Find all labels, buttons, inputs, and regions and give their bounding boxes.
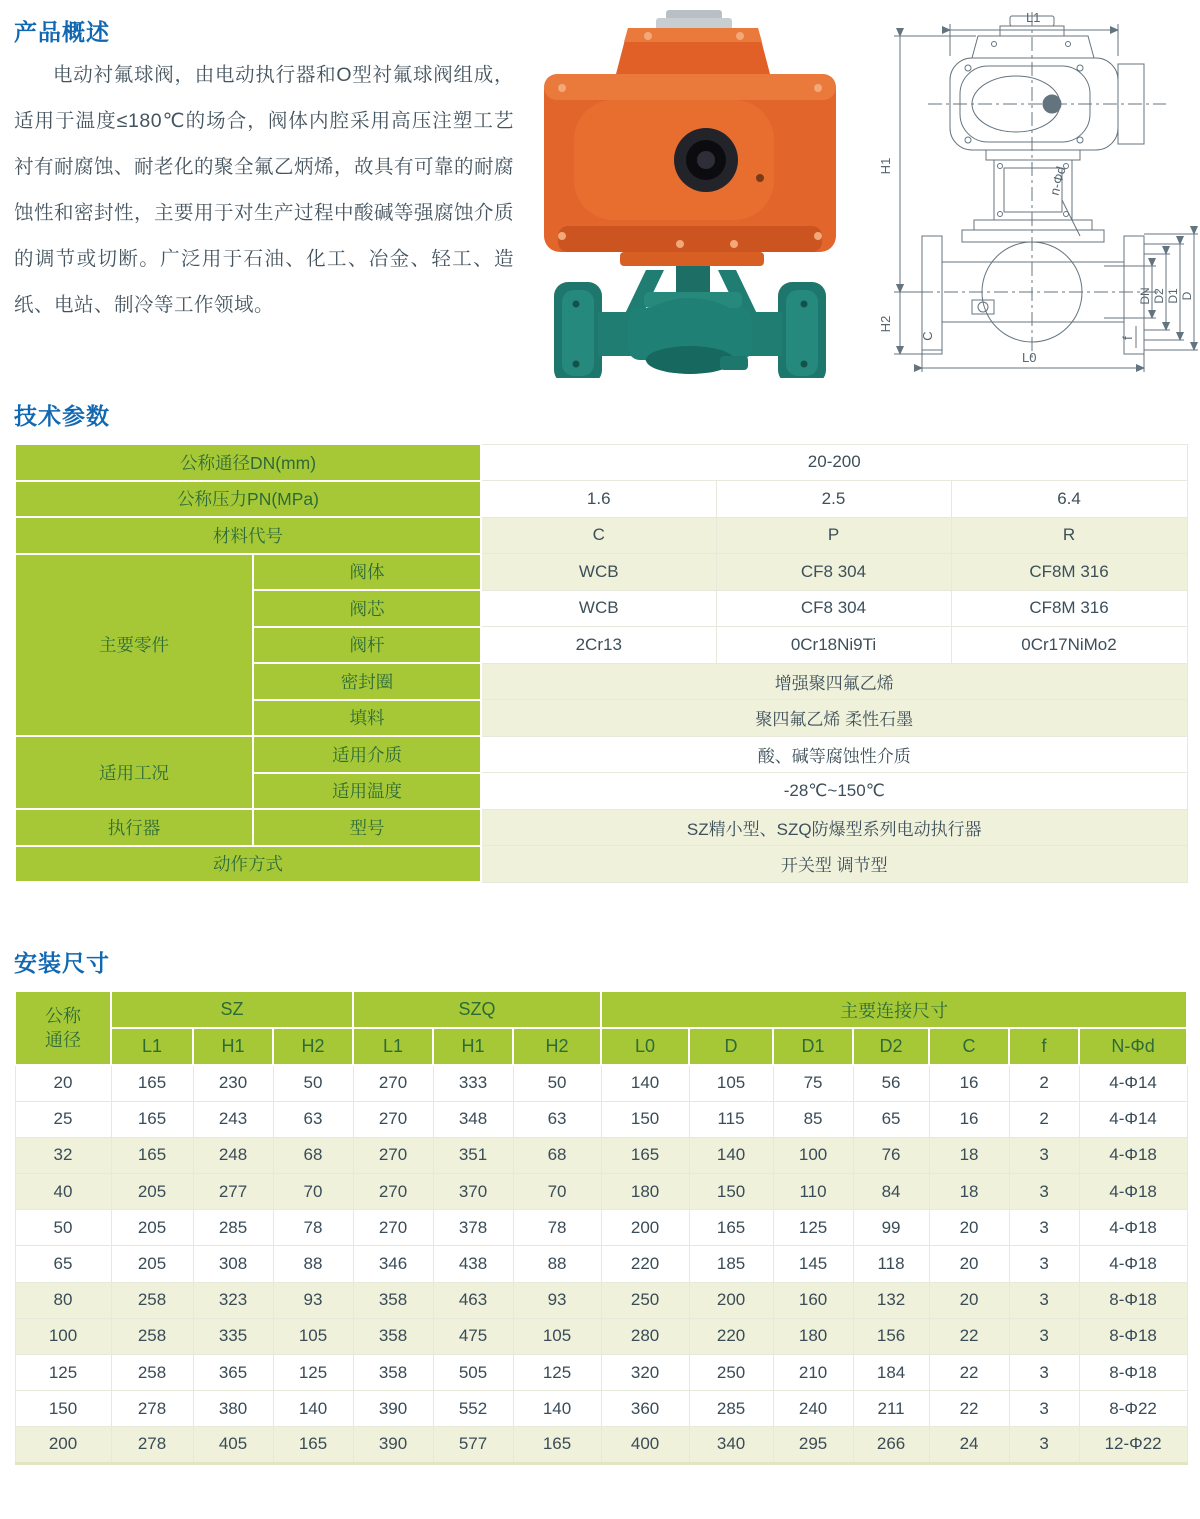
table-row — [15, 1174, 1187, 1210]
table-row — [15, 846, 1187, 883]
table-row — [15, 809, 1187, 846]
product-photo-illustration — [528, 8, 852, 378]
dims-cell: 205 — [111, 1174, 193, 1210]
dims-cell: 243 — [193, 1101, 273, 1137]
table-row — [15, 554, 1187, 591]
tech-label-cell: 材料代号 — [15, 517, 481, 554]
dims-cell: 285 — [193, 1210, 273, 1246]
dims-table — [14, 990, 1188, 1465]
dims-cell: 200 — [689, 1282, 773, 1318]
dims-header-cell: 公称通径 — [15, 991, 111, 1065]
dims-cell: 4-Φ18 — [1079, 1137, 1187, 1173]
table-row — [15, 517, 1187, 554]
dims-cell: 99 — [853, 1210, 929, 1246]
dims-cell: 205 — [111, 1246, 193, 1282]
tech-value-cell: CF8M 316 — [951, 590, 1187, 627]
actuator-shape — [544, 10, 836, 266]
dims-cell: 351 — [433, 1137, 513, 1173]
dims-subheader-cell: D — [689, 1028, 773, 1065]
overview-section — [14, 0, 1194, 392]
dims-cell: 8-Φ18 — [1079, 1355, 1187, 1391]
dims-cell: 405 — [193, 1427, 273, 1463]
dims-subheader-cell: H1 — [433, 1028, 513, 1065]
table-row — [15, 736, 1187, 773]
dims-cell: 475 — [433, 1318, 513, 1354]
dims-cell: 140 — [689, 1137, 773, 1173]
dims-cell: 358 — [353, 1355, 433, 1391]
dims-cell: 8-Φ18 — [1079, 1282, 1187, 1318]
tech-value-cell: 6.4 — [951, 481, 1187, 518]
dims-cell: 65 — [15, 1246, 111, 1282]
dims-cell: 378 — [433, 1210, 513, 1246]
dims-cell: 346 — [353, 1246, 433, 1282]
dims-cell: 125 — [15, 1355, 111, 1391]
tech-label-cell: 动作方式 — [15, 846, 481, 883]
dims-cell: 4-Φ14 — [1079, 1101, 1187, 1137]
dims-cell: 18 — [929, 1174, 1009, 1210]
dims-cell: 145 — [773, 1246, 853, 1282]
tech-label-cell: 执行器 — [15, 809, 253, 846]
tech-value-cell: CF8 304 — [716, 554, 951, 591]
dims-cell: 70 — [273, 1174, 353, 1210]
dims-cell: 380 — [193, 1391, 273, 1427]
dims-cell: 32 — [15, 1137, 111, 1173]
dims-cell: 76 — [853, 1137, 929, 1173]
dims-subheader-cell: f — [1009, 1028, 1079, 1065]
table-row — [15, 444, 1187, 481]
dims-cell: 250 — [601, 1282, 689, 1318]
dims-cell: 211 — [853, 1391, 929, 1427]
dims-cell: 248 — [193, 1137, 273, 1173]
dims-cell: 340 — [689, 1427, 773, 1463]
dims-cell: 140 — [513, 1391, 601, 1427]
tech-title: 技术参数 — [14, 403, 110, 429]
dim-label-d: D — [1180, 291, 1194, 301]
tech-label-cell: 公称通径DN(mm) — [15, 444, 481, 481]
table-row — [15, 1427, 1187, 1463]
table-row — [15, 1137, 1187, 1173]
tech-value-cell: 聚四氟乙烯 柔性石墨 — [481, 700, 1187, 737]
dims-cell: 125 — [513, 1355, 601, 1391]
dims-cell: 3 — [1009, 1246, 1079, 1282]
dims-cell: 160 — [773, 1282, 853, 1318]
dims-cell: 365 — [193, 1355, 273, 1391]
tech-value-cell: 酸、碱等腐蚀性介质 — [481, 736, 1187, 773]
dims-header-cell: 主要连接尺寸 — [601, 991, 1187, 1028]
table-row — [15, 1282, 1187, 1318]
dims-cell: 285 — [689, 1391, 773, 1427]
dims-cell: 2 — [1009, 1101, 1079, 1137]
dims-cell: 8-Φ22 — [1079, 1391, 1187, 1427]
table-row — [15, 481, 1187, 518]
dims-cell: 323 — [193, 1282, 273, 1318]
dims-cell: 68 — [513, 1137, 601, 1173]
dim-label-d2: D2 — [1152, 288, 1166, 304]
dims-cell: 360 — [601, 1391, 689, 1427]
dims-cell: 278 — [111, 1391, 193, 1427]
dims-cell: 56 — [853, 1065, 929, 1101]
dims-cell: 210 — [773, 1355, 853, 1391]
table-row — [15, 1391, 1187, 1427]
dimension-drawing-figure — [866, 4, 1200, 388]
dims-cell: 20 — [929, 1210, 1009, 1246]
dims-cell: 100 — [773, 1137, 853, 1173]
dims-cell: 358 — [353, 1318, 433, 1354]
dims-cell: 3 — [1009, 1174, 1079, 1210]
tech-value-cell: CF8 304 — [716, 590, 951, 627]
tech-label-cell: 阀杆 — [253, 627, 481, 664]
dims-subheader-cell: D2 — [853, 1028, 929, 1065]
tech-label-cell: 阀芯 — [253, 590, 481, 627]
dims-cell: 230 — [193, 1065, 273, 1101]
tech-value-cell: 0Cr18Ni9Ti — [716, 627, 951, 664]
dims-table-body — [15, 1065, 1187, 1463]
tech-value-cell: R — [951, 517, 1187, 554]
table-row — [15, 1101, 1187, 1137]
dim-label-f: f — [1120, 336, 1135, 340]
dims-subheader-cell: L1 — [353, 1028, 433, 1065]
tech-label-cell: 适用工况 — [15, 736, 253, 809]
dims-cell: 88 — [513, 1246, 601, 1282]
tech-value-cell: WCB — [481, 590, 716, 627]
dims-cell: 270 — [353, 1210, 433, 1246]
dims-cell: 80 — [15, 1282, 111, 1318]
table-row — [15, 1318, 1187, 1354]
dims-cell: 78 — [273, 1210, 353, 1246]
dims-cell: 165 — [601, 1137, 689, 1173]
dims-cell: 50 — [15, 1210, 111, 1246]
dims-subheader-cell: H2 — [513, 1028, 601, 1065]
tech-value-cell: SZ精小型、SZQ防爆型系列电动执行器 — [481, 809, 1187, 846]
dim-label-h2: H2 — [878, 315, 893, 333]
dims-cell: 22 — [929, 1355, 1009, 1391]
dims-title: 安装尺寸 — [14, 950, 110, 976]
overview-paragraph: 电动衬氟球阀，由电动执行器和O型衬氟球阀组成，适用于温度≤180℃的场合，阀体内腔采用高压注塑工艺衬有耐腐蚀、耐老化的聚全氟乙炳烯，故具有可靠的耐腐蚀性和密封性，主要用于对生产过程中酸碱等强腐蚀介质的调节或切断。广泛用于石油、化工、冶金、轻工、造纸、电站、制冷等工作领域。 — [14, 64, 515, 316]
dims-cell: 270 — [353, 1137, 433, 1173]
dims-cell: 165 — [111, 1065, 193, 1101]
dims-subheader-cell: H1 — [193, 1028, 273, 1065]
dims-cell: 12-Φ22 — [1079, 1427, 1187, 1463]
dims-cell: 200 — [15, 1427, 111, 1463]
dims-cell: 65 — [853, 1101, 929, 1137]
dims-cell: 180 — [601, 1174, 689, 1210]
dims-cell: 180 — [773, 1318, 853, 1354]
dims-subheader-cell: L1 — [111, 1028, 193, 1065]
table-row — [15, 1246, 1187, 1282]
dims-cell: 88 — [273, 1246, 353, 1282]
tech-value-cell: 开关型 调节型 — [481, 846, 1187, 883]
dims-cell: 20 — [929, 1282, 1009, 1318]
valve-shape — [554, 266, 826, 378]
dims-cell: 150 — [15, 1391, 111, 1427]
dims-cell: 258 — [111, 1318, 193, 1354]
dims-cell: 140 — [273, 1391, 353, 1427]
tech-value-cell: 2Cr13 — [481, 627, 716, 664]
dims-cell: 278 — [111, 1427, 193, 1463]
dims-cell: 370 — [433, 1174, 513, 1210]
tech-value-cell: WCB — [481, 554, 716, 591]
dims-cell: 258 — [111, 1355, 193, 1391]
dim-label-d1: D1 — [1166, 288, 1180, 304]
dimension-drawing — [866, 4, 1200, 388]
dims-cell: 85 — [773, 1101, 853, 1137]
dims-header-cell: SZ — [111, 991, 353, 1028]
dim-label-l0: L0 — [1022, 350, 1037, 365]
dims-cell: 93 — [273, 1282, 353, 1318]
dims-cell: 333 — [433, 1065, 513, 1101]
tech-label-cell: 密封圈 — [253, 663, 481, 700]
tech-value-cell: 20-200 — [481, 444, 1187, 481]
dim-label-h1: H1 — [878, 157, 893, 175]
dims-cell: 105 — [689, 1065, 773, 1101]
tech-label-cell: 适用温度 — [253, 773, 481, 810]
dims-cell: 240 — [773, 1391, 853, 1427]
table-header-row — [15, 1028, 1187, 1065]
dims-cell: 78 — [513, 1210, 601, 1246]
dims-cell: 270 — [353, 1174, 433, 1210]
tech-value-cell: 增强聚四氟乙烯 — [481, 663, 1187, 700]
tech-label-cell: 型号 — [253, 809, 481, 846]
dims-cell: 75 — [773, 1065, 853, 1101]
dims-cell: 358 — [353, 1282, 433, 1318]
dims-cell: 463 — [433, 1282, 513, 1318]
dims-cell: 3 — [1009, 1318, 1079, 1354]
dims-cell: 84 — [853, 1174, 929, 1210]
dim-label-l1: L1 — [1026, 10, 1041, 25]
dim-label-n-phi-d: n-Φd — [1046, 164, 1069, 197]
dims-cell: 125 — [273, 1355, 353, 1391]
dims-cell: 400 — [601, 1427, 689, 1463]
tech-label-cell: 适用介质 — [253, 736, 481, 773]
dims-cell: 4-Φ18 — [1079, 1246, 1187, 1282]
dims-cell: 118 — [853, 1246, 929, 1282]
dims-cell: 277 — [193, 1174, 273, 1210]
dims-cell: 165 — [513, 1427, 601, 1463]
dims-cell: 552 — [433, 1391, 513, 1427]
dims-cell: 295 — [773, 1427, 853, 1463]
dims-cell: 100 — [15, 1318, 111, 1354]
dims-subheader-cell: L0 — [601, 1028, 689, 1065]
dims-cell: 110 — [773, 1174, 853, 1210]
dims-cell: 105 — [513, 1318, 601, 1354]
tech-table — [14, 443, 1188, 883]
dims-cell: 320 — [601, 1355, 689, 1391]
dims-cell: 577 — [433, 1427, 513, 1463]
dims-cell: 4-Φ18 — [1079, 1174, 1187, 1210]
tech-label-cell: 阀体 — [253, 554, 481, 591]
dims-cell: 105 — [273, 1318, 353, 1354]
dims-cell: 20 — [929, 1246, 1009, 1282]
dims-cell: 16 — [929, 1065, 1009, 1101]
dims-cell: 220 — [689, 1318, 773, 1354]
product-photo — [528, 8, 852, 378]
dims-cell: 40 — [15, 1174, 111, 1210]
dims-cell: 165 — [111, 1101, 193, 1137]
dims-cell: 200 — [601, 1210, 689, 1246]
dim-label-c: C — [920, 331, 935, 341]
dims-cell: 22 — [929, 1391, 1009, 1427]
dims-cell: 438 — [433, 1246, 513, 1282]
dims-cell: 132 — [853, 1282, 929, 1318]
dims-cell: 8-Φ18 — [1079, 1318, 1187, 1354]
dims-cell: 3 — [1009, 1391, 1079, 1427]
tech-label-cell: 公称压力PN(MPa) — [15, 481, 481, 518]
dims-cell: 22 — [929, 1318, 1009, 1354]
tech-label-cell: 填料 — [253, 700, 481, 737]
dims-cell: 150 — [689, 1174, 773, 1210]
dims-cell: 308 — [193, 1246, 273, 1282]
dims-cell: 25 — [15, 1101, 111, 1137]
dims-cell: 165 — [111, 1137, 193, 1173]
dims-cell: 20 — [15, 1065, 111, 1101]
dims-cell: 250 — [689, 1355, 773, 1391]
dims-cell: 150 — [601, 1101, 689, 1137]
dims-cell: 270 — [353, 1065, 433, 1101]
dims-cell: 16 — [929, 1101, 1009, 1137]
dim-label-dn: DN — [1138, 287, 1152, 305]
dims-cell: 280 — [601, 1318, 689, 1354]
tech-value-cell: C — [481, 517, 716, 554]
dims-subheader-cell: H2 — [273, 1028, 353, 1065]
dims-cell: 3 — [1009, 1210, 1079, 1246]
dims-cell: 335 — [193, 1318, 273, 1354]
dims-cell: 270 — [353, 1101, 433, 1137]
dims-cell: 18 — [929, 1137, 1009, 1173]
table-row — [15, 1355, 1187, 1391]
dims-section — [14, 945, 1186, 1465]
dims-cell: 115 — [689, 1101, 773, 1137]
dims-cell: 125 — [773, 1210, 853, 1246]
dims-cell: 70 — [513, 1174, 601, 1210]
dims-cell: 165 — [273, 1427, 353, 1463]
dims-cell: 50 — [273, 1065, 353, 1101]
dims-header-cell: SZQ — [353, 991, 601, 1028]
dims-cell: 63 — [513, 1101, 601, 1137]
dims-cell: 3 — [1009, 1282, 1079, 1318]
overview-title: 产品概述 — [14, 19, 110, 45]
dims-cell: 165 — [689, 1210, 773, 1246]
dims-cell: 348 — [433, 1101, 513, 1137]
table-row — [15, 1210, 1187, 1246]
tech-value-cell: -28℃~150℃ — [481, 773, 1187, 810]
table-row — [15, 1065, 1187, 1101]
dims-cell: 390 — [353, 1427, 433, 1463]
dims-cell: 2 — [1009, 1065, 1079, 1101]
dims-subheader-cell: C — [929, 1028, 1009, 1065]
dims-cell: 140 — [601, 1065, 689, 1101]
tech-label-cell: 主要零件 — [15, 554, 253, 737]
dims-cell: 205 — [111, 1210, 193, 1246]
dims-cell: 156 — [853, 1318, 929, 1354]
table-header-row — [15, 991, 1187, 1028]
dims-cell: 63 — [273, 1101, 353, 1137]
dims-cell: 220 — [601, 1246, 689, 1282]
dims-cell: 505 — [433, 1355, 513, 1391]
dims-cell: 3 — [1009, 1355, 1079, 1391]
dims-subheader-cell: D1 — [773, 1028, 853, 1065]
dims-cell: 184 — [853, 1355, 929, 1391]
tech-value-cell: CF8M 316 — [951, 554, 1187, 591]
tech-value-cell: 2.5 — [716, 481, 951, 518]
tech-value-cell: P — [716, 517, 951, 554]
dims-cell: 3 — [1009, 1427, 1079, 1463]
tech-value-cell: 0Cr17NiMo2 — [951, 627, 1187, 664]
dims-cell: 50 — [513, 1065, 601, 1101]
tech-value-cell: 1.6 — [481, 481, 716, 518]
tech-section — [14, 392, 1186, 883]
dims-cell: 93 — [513, 1282, 601, 1318]
dims-cell: 185 — [689, 1246, 773, 1282]
dims-cell: 3 — [1009, 1137, 1079, 1173]
dims-cell: 24 — [929, 1427, 1009, 1463]
dims-cell: 4-Φ14 — [1079, 1065, 1187, 1101]
dims-cell: 68 — [273, 1137, 353, 1173]
dims-cell: 4-Φ18 — [1079, 1210, 1187, 1246]
dims-cell: 258 — [111, 1282, 193, 1318]
dims-subheader-cell: N-Φd — [1079, 1028, 1187, 1065]
dims-cell: 266 — [853, 1427, 929, 1463]
dims-cell: 390 — [353, 1391, 433, 1427]
